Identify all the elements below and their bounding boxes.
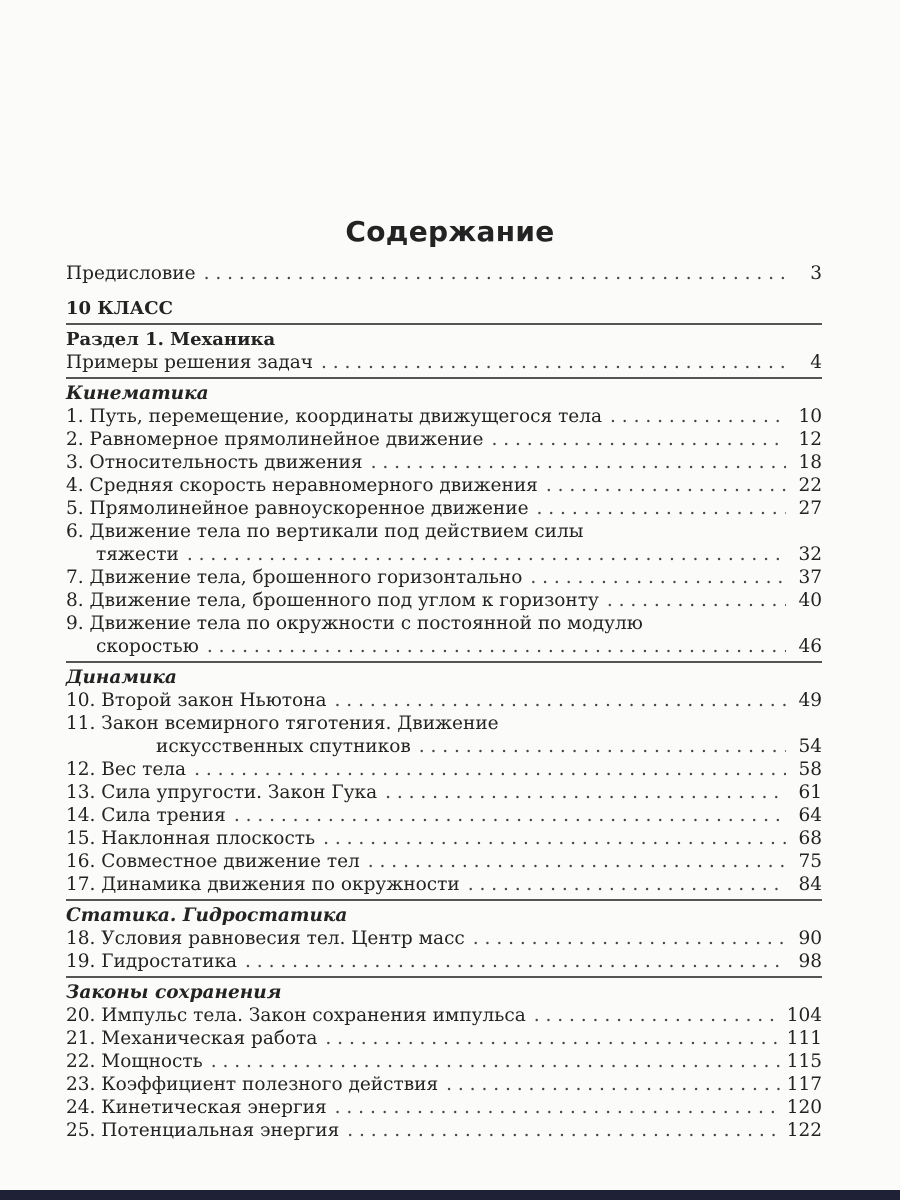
toc-entry[interactable]: 7. Движение тела, брошенного горизонтально . . . 37 — [66, 566, 822, 589]
toc-entry[interactable]: 10. Второй закон Ньютона . . . 49 — [66, 689, 822, 712]
toc-entry[interactable]: 15. Наклонная плоскость . . . 68 — [66, 827, 822, 850]
subsection-heading-statics: Статика. Гидростатика — [66, 905, 348, 926]
toc-entry[interactable]: 24. Кинетическая энергия . . . 120 — [66, 1096, 822, 1119]
divider — [66, 976, 822, 978]
toc-entry-label: Предисловие — [66, 263, 196, 284]
toc-entry[interactable]: 18. Условия равновесия тел. Центр масс . . . 90 — [66, 927, 822, 950]
toc-entry[interactable]: 3. Относительность движения . . . 18 — [66, 451, 822, 474]
toc-entry-preface[interactable] — [66, 262, 822, 285]
toc-entry[interactable]: 5. Прямолинейное равноускоренное движение . . . 27 — [66, 497, 822, 520]
divider — [66, 323, 822, 325]
toc-entry[interactable]: 21. Механическая работа . . . 111 — [66, 1027, 822, 1050]
toc-entry[interactable]: 19. Гидростатика . . . 98 — [66, 950, 822, 973]
toc-entry[interactable]: 2. Равномерное прямолинейное движение . . . 12 — [66, 428, 822, 451]
grade-heading: 10 КЛАСС — [66, 298, 173, 319]
toc-entry[interactable]: 13. Сила упругости. Закон Гука . . . 61 — [66, 781, 822, 804]
toc-entry[interactable]: 23. Коэффициент полезного действия . . . 117 — [66, 1073, 822, 1096]
toc-entry[interactable]: 20. Импульс тела. Закон сохранения импульса . . . 104 — [66, 1004, 822, 1027]
subsection-heading-kinematics: Кинематика — [66, 383, 209, 404]
toc-entry[interactable]: 22. Мощность . . . 115 — [66, 1050, 822, 1073]
toc-entry[interactable]: 4. Средняя скорость неравномерного движения . . . 22 — [66, 474, 822, 497]
toc-entry[interactable]: 25. Потенциальная энергия . . . 122 — [66, 1119, 822, 1142]
subsection-heading-conservation: Законы сохранения — [66, 982, 282, 1003]
divider — [66, 899, 822, 901]
table-of-contents — [66, 262, 822, 1142]
toc-entry[interactable]: 6. Движение тела по вертикали под действием силы тяжести . . . 32 — [66, 520, 822, 566]
toc-entry[interactable]: 17. Динамика движения по окружности . . . 84 — [66, 873, 822, 896]
toc-entry[interactable]: 16. Совместное движение тел . . . 75 — [66, 850, 822, 873]
toc-entry[interactable]: 14. Сила трения . . . 64 — [66, 804, 822, 827]
toc-entry-examples[interactable]: Примеры решения задач . . . 4 — [66, 351, 822, 374]
page-title: Содержание — [345, 215, 555, 248]
toc-entry[interactable]: 9. Движение тела по окружности с постоянной по модулю скоростью . . . 46 — [66, 612, 822, 658]
toc-entry-page: 3 — [810, 263, 822, 284]
toc-entry[interactable]: 8. Движение тела, брошенного под углом к горизонту . . . 40 — [66, 589, 822, 612]
toc-entry[interactable]: 11. Закон всемирного тяготения. Движение искусственных спутников . . . 54 — [66, 712, 822, 758]
toc-entry[interactable]: 1. Путь, перемещение, координаты движущегося тела . . . 10 — [66, 405, 822, 428]
divider — [66, 661, 822, 663]
subsection-heading-dynamics: Динамика — [66, 667, 177, 688]
section-heading: Раздел 1. Механика — [66, 329, 276, 350]
toc-entry[interactable]: 12. Вес тела . . . 58 — [66, 758, 822, 781]
scan-edge — [0, 1190, 900, 1200]
divider — [66, 377, 822, 379]
